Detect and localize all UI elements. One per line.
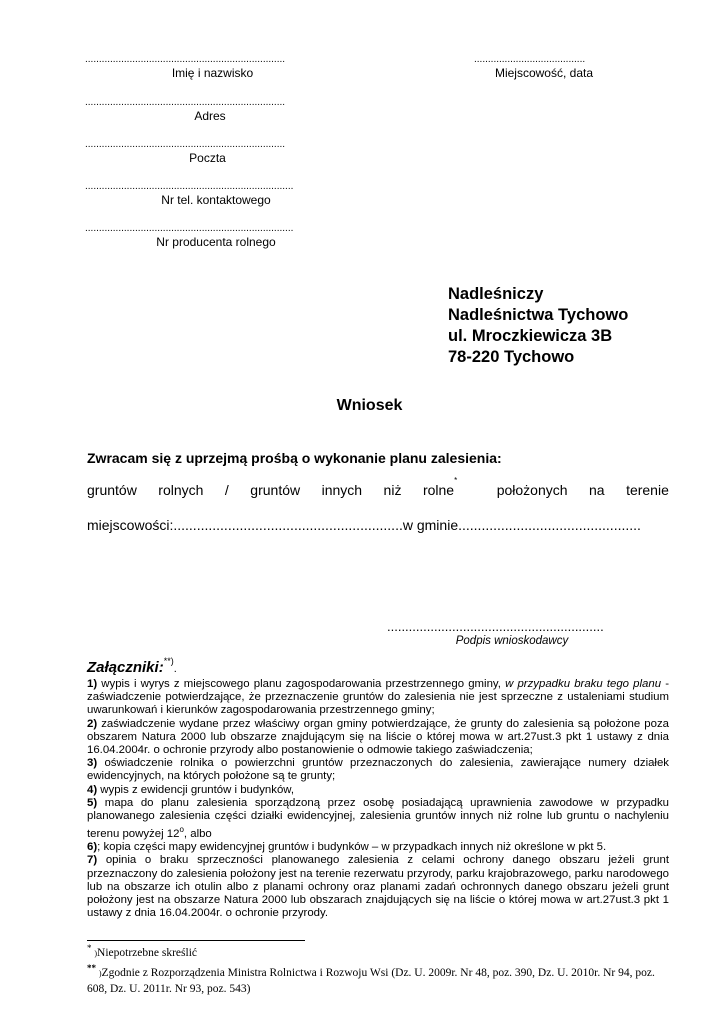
dotted-line: ........................................................................ <box>85 139 286 150</box>
address-field[interactable] <box>85 97 347 123</box>
word: rolne <box>422 482 455 498</box>
item-number: 1) <box>87 678 98 690</box>
word: położonych <box>496 482 568 498</box>
footnote-mark: * <box>454 476 458 485</box>
address-label: Adres <box>194 109 226 123</box>
post-label: Poczta <box>189 151 226 165</box>
post-field[interactable] <box>85 139 347 165</box>
locality-dots[interactable]: ........................................................... <box>173 517 403 533</box>
attachment-item <box>87 797 669 841</box>
land-type-line <box>87 476 669 498</box>
word: terenie <box>626 482 669 498</box>
footnote-mark: **) <box>163 656 174 666</box>
attachment-item <box>87 718 669 758</box>
footnote-mark: * <box>87 943 92 953</box>
degree-mark: o <box>179 825 184 835</box>
word: / <box>224 482 229 498</box>
footnote-text: Niepotrzebne skreślić <box>97 946 197 959</box>
footnote-mark: ** <box>87 963 96 974</box>
item-number: 5) <box>87 796 98 809</box>
dotted-line: ........................................................................... <box>85 223 294 234</box>
word: gruntów <box>87 482 137 498</box>
word: rolnych <box>158 482 204 498</box>
producer-number-field[interactable] <box>85 223 347 249</box>
recipient-line: 78-220 Tychowo <box>448 348 575 366</box>
item-number: 4) <box>87 783 98 796</box>
request-text: Zwracam się z uprzejmą prośbą o wykonanie planu zalesienia: <box>87 450 502 466</box>
word: innych <box>321 482 363 498</box>
dotted-line: ........................................................................ <box>85 97 286 108</box>
footnote-text: Zgodnie z Rozporządzenia Ministra Rolnictwa i Rozwoju Wsi (Dz. U. 2009r. Nr 48, poz. 390, Dz. U. 2010r. Nr 94, poz. 608, Dz. U. 2011r. Nr 93, poz. 543) <box>87 967 655 995</box>
footnotes <box>87 941 669 996</box>
footnote <box>87 961 669 996</box>
item-text: mapa do planu zalesienia sporządzoną przez osobę posiadającą uprawnienia zawodowe w przypadku planowanego zalesienia części działki ewidencyjnej, zalesienia gruntów innych niż rolne lub gruntu o nachyleniu terenu powyżej 12 <box>87 796 669 841</box>
signature-label: Podpis wnioskodawcy <box>455 635 569 647</box>
attachments-title: Załączniki: <box>87 659 164 676</box>
commune-dots[interactable]: ............................................... <box>458 517 641 533</box>
recipient-line: Nadleśniczy <box>448 285 544 303</box>
place-date-label: Miejscowość, data <box>494 66 594 80</box>
location-line[interactable] <box>87 517 641 533</box>
recipient-address <box>448 284 628 368</box>
signature-field[interactable] <box>387 619 637 647</box>
item-text: oświadczenie rolnika o powierzchni gruntów przeznaczonych do zalesienia, zawierające numery działek ewidencyjnych, na których położone są te grunty; <box>87 757 669 783</box>
word: gruntów <box>250 482 301 498</box>
item-text: opinia o braku sprzeczności planowanego zalesienia z celami ochrony danego obszaru jeżeli grunt przeznaczony do zalesienia położony jest na terenie rezerwatu przyrody, parku krajobrazowego, parku narodowego lub na obszarze ich otulin albo z planami ochrony oraz planami zadań ochronnych danego obszaru jeżeli grunt położony jest na obszarze Natura 2000 lub obszarach znajdujących się na liście o której mowa w art.27ust.3 pkt 1 ustawy z dnia 16.04.2004r. o ochronie przyrody. <box>87 854 669 920</box>
attachment-item <box>87 784 669 797</box>
attachments-heading: Załączniki:**). <box>87 656 177 676</box>
phone-label: Nr tel. kontaktowego <box>161 193 271 207</box>
item-number: 2) <box>87 717 98 730</box>
item-text: zaświadczenie wydane przez właściwy organ gminy potwierdzające, że grunty do zalesienia są położone poza obszarem Natura 2000 lub obszarze znajdującym się na liście o której mowa w art.27ust.3 pkt 1 ustawy z dnia 16.04.2004r. o ochronie przyrody albo postanowienie o odmowie takiego zaświadczenia; <box>87 717 669 757</box>
item-text: - zaświadczenie potwierdzające, że przeznaczenie gruntów do zalesienia nie jest sprzeczne z ustaleniami studium uwarunkowań i kierunków zagospodarowania przestrzennego gminy; <box>87 678 669 717</box>
recipient-line: ul. Mroczkiewicza 3B <box>448 327 613 345</box>
footnote <box>87 941 669 961</box>
attachment-item <box>87 841 669 854</box>
item-text: wypis i wyrys z miejscowego planu zagospodarowania przestrzennego gminy, <box>97 678 506 690</box>
item-text: ; kopia części mapy ewidencyjnej gruntów i budynków – w przypadkach innych niż określone w pkt 5. <box>97 841 607 854</box>
item-number: 3) <box>87 757 98 770</box>
word-with-mark <box>422 476 458 498</box>
footnote-paren: ) <box>94 948 98 958</box>
attachments-list <box>87 678 669 920</box>
document-title: Wniosek <box>336 397 403 414</box>
commune-label: w gminie <box>402 517 459 533</box>
name-label: Imię i nazwisko <box>171 66 254 80</box>
item-number: 6) <box>87 841 98 854</box>
item-text: wypis z ewidencji gruntów i budynków, <box>97 783 295 796</box>
attachment-item <box>87 757 669 783</box>
item-text: , albo <box>183 828 212 841</box>
name-field[interactable] <box>85 54 347 80</box>
attachment-item <box>87 854 669 920</box>
dotted-line: ........................................................................ <box>85 54 286 65</box>
item-number: 7) <box>87 854 98 867</box>
recipient-line: Nadleśnictwa Tychowo <box>448 306 629 324</box>
attachment-item <box>87 678 669 718</box>
signature-dots: ............................................................ <box>387 619 604 634</box>
footnote-paren: ) <box>98 969 102 979</box>
item-italic: w przypadku braku tego planu <box>505 678 662 690</box>
dotted-line: ........................................ <box>474 54 586 65</box>
word: niż <box>383 482 402 498</box>
locality-label: miejscowości: <box>87 517 174 533</box>
producer-number-label: Nr producenta rolnego <box>156 235 276 249</box>
word: na <box>589 482 605 498</box>
dotted-line: ........................................................................... <box>85 181 294 192</box>
place-date-field[interactable] <box>474 54 614 80</box>
phone-field[interactable] <box>85 181 347 207</box>
